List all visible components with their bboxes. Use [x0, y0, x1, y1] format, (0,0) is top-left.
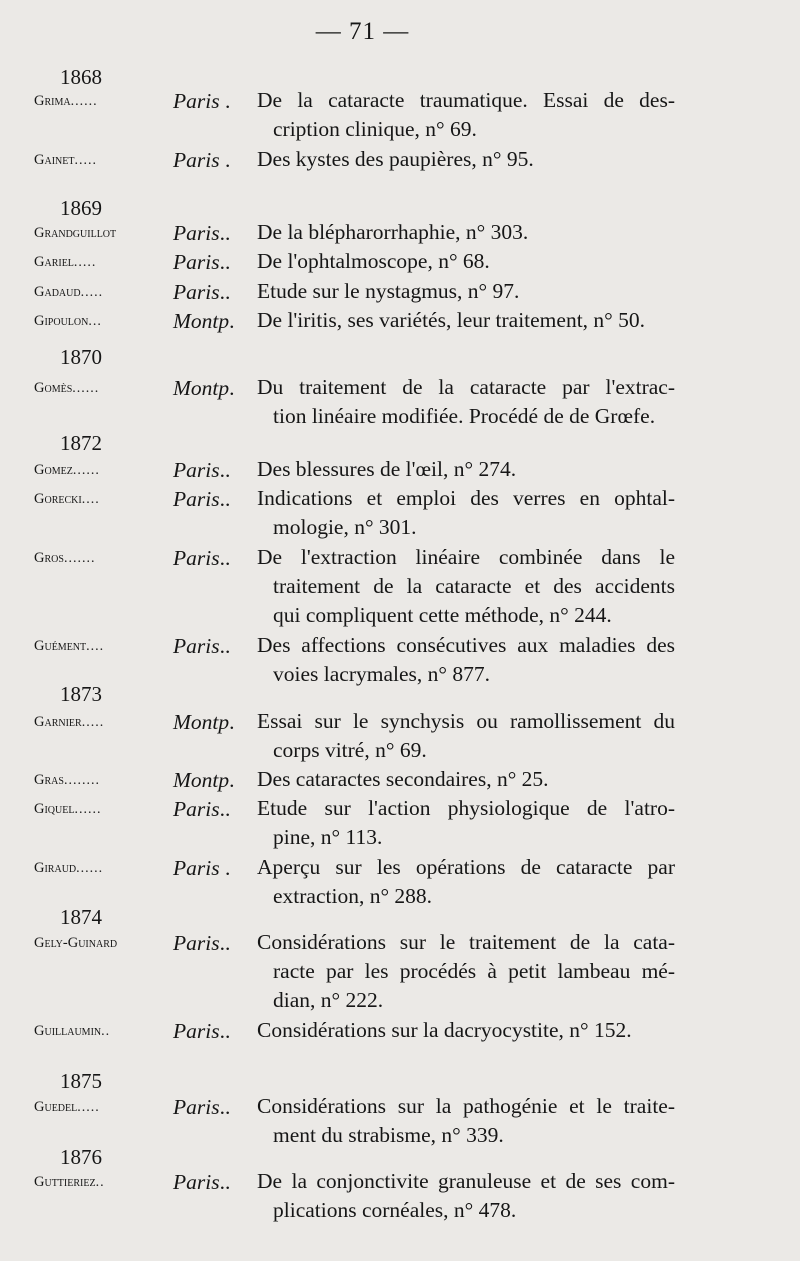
- city-name: Paris: [173, 931, 220, 955]
- description-line: traitement de la cataracte et des accidents: [273, 574, 675, 598]
- city-separator: ..: [219, 458, 231, 482]
- city-cell: [173, 455, 230, 485]
- description-line: tion linéaire modifiée. Procédé de de Grœfe.: [273, 404, 656, 428]
- description-line: cription clinique, n° 69.: [273, 117, 477, 141]
- author-name: Grandguillot: [34, 225, 117, 241]
- leader-dots: ....: [86, 639, 105, 654]
- city-name: Montp: [173, 376, 230, 400]
- thesis-entry: [28, 853, 688, 908]
- thesis-description: [257, 86, 675, 144]
- leader-dots: ......: [76, 861, 104, 876]
- leader-dots: .....: [81, 715, 105, 730]
- description-line: Etude sur l'action physiologique de l'atro-: [257, 796, 675, 820]
- description-line: Des affections consécutives aux maladies des: [257, 633, 675, 657]
- city-separator: ..: [219, 1170, 231, 1194]
- leader-dots: .......: [63, 551, 96, 566]
- thesis-description: [257, 853, 675, 911]
- leader-dots: .....: [80, 285, 104, 300]
- city-name: Paris: [173, 797, 220, 821]
- description-line: De l'iritis, ses variétés, leur traitement, n° 50.: [257, 308, 646, 332]
- year-heading: 1868: [60, 65, 102, 89]
- leader-dots: ...: [88, 314, 102, 329]
- author-cell: [34, 546, 95, 571]
- author-cell: [34, 1019, 110, 1044]
- author-name: Gomez: [34, 462, 73, 478]
- thesis-entry: [28, 373, 688, 428]
- city-cell: [173, 1092, 230, 1122]
- leader-dots: ......: [72, 381, 100, 396]
- description-line: dian, n° 222.: [273, 988, 384, 1012]
- description-line: De la conjonctivite granuleuse et de ses com-: [257, 1169, 675, 1193]
- leader-dots: .....: [77, 1100, 100, 1115]
- thesis-entry: [28, 247, 688, 277]
- thesis-entry: [28, 1016, 688, 1046]
- city-cell: [173, 218, 230, 248]
- author-name: Gipoulon: [34, 313, 89, 329]
- description-line: De la cataracte traumatique. Essai de des-: [257, 88, 675, 112]
- thesis-description: [257, 928, 675, 1015]
- thesis-description: [257, 455, 675, 484]
- thesis-description: [257, 707, 675, 765]
- city-cell: [173, 373, 235, 403]
- author-name: Gras: [34, 772, 64, 788]
- city-separator: .: [219, 89, 231, 113]
- description-line: voies lacrymales, n° 877.: [273, 662, 490, 686]
- city-name: Paris: [173, 148, 220, 172]
- city-separator: ..: [219, 250, 231, 274]
- description-line: qui compliquent cette méthode, n° 244.: [273, 603, 612, 627]
- city-name: Paris: [173, 250, 220, 274]
- thesis-description: [257, 484, 675, 542]
- thesis-entry: [28, 1167, 688, 1222]
- city-cell: [173, 484, 230, 514]
- author-name: Guillaumin: [34, 1023, 102, 1039]
- city-name: Paris: [173, 89, 220, 113]
- thesis-description: [257, 247, 675, 276]
- city-cell: [173, 247, 230, 277]
- city-separator: .: [229, 768, 235, 792]
- description-line: Considérations sur le traitement de la cata-: [257, 930, 675, 954]
- city-cell: [173, 277, 230, 307]
- author-cell: [34, 458, 100, 483]
- thesis-description: [257, 145, 675, 174]
- thesis-entry: [28, 631, 688, 686]
- year-heading: 1872: [60, 431, 102, 455]
- author-cell: [34, 487, 100, 512]
- city-separator: ..: [219, 1095, 231, 1119]
- city-separator: ..: [219, 634, 231, 658]
- city-separator: ..: [219, 931, 231, 955]
- city-separator: .: [229, 376, 235, 400]
- city-cell: [173, 543, 230, 573]
- city-name: Paris: [173, 1170, 220, 1194]
- city-cell: [173, 306, 235, 336]
- city-name: Montp: [173, 710, 230, 734]
- thesis-description: [257, 1016, 675, 1045]
- author-cell: [34, 250, 96, 275]
- year-heading: 1876: [60, 1145, 102, 1169]
- description-line: Des blessures de l'œil, n° 274.: [257, 457, 517, 481]
- thesis-description: [257, 218, 675, 247]
- thesis-entry: [28, 86, 688, 141]
- description-line: De l'extraction linéaire combinée dans le: [257, 545, 675, 569]
- thesis-description: [257, 794, 675, 852]
- year-heading: 1870: [60, 345, 102, 369]
- author-name: Grima: [34, 93, 71, 109]
- thesis-description: [257, 373, 675, 431]
- thesis-entry: [28, 794, 688, 849]
- thesis-entry: [28, 306, 688, 336]
- year-heading: 1875: [60, 1069, 102, 1093]
- description-line: Indications et emploi des verres en ophtal-: [257, 486, 675, 510]
- author-name: Guedel: [34, 1099, 78, 1115]
- author-cell: [34, 1095, 100, 1120]
- author-cell: [34, 634, 104, 659]
- city-name: Paris: [173, 221, 220, 245]
- description-line: Aperçu sur les opérations de cataracte par: [257, 855, 675, 879]
- author-name: Guément: [34, 638, 87, 654]
- author-cell: [34, 148, 97, 173]
- author-name: Gely-Guinard: [34, 935, 118, 951]
- city-cell: [173, 1016, 230, 1046]
- city-separator: .: [219, 148, 231, 172]
- author-name: Gariel: [34, 254, 74, 270]
- thesis-description: [257, 277, 675, 306]
- city-separator: .: [229, 710, 235, 734]
- description-line: corps vitré, n° 69.: [273, 738, 427, 762]
- thesis-entry: [28, 484, 688, 539]
- city-separator: ..: [219, 487, 231, 511]
- description-line: racte par les procédés à petit lambeau mé-: [273, 959, 675, 983]
- city-name: Montp: [173, 768, 230, 792]
- thesis-entry: [28, 145, 688, 175]
- description-line: pine, n° 113.: [273, 825, 383, 849]
- city-cell: [173, 707, 235, 737]
- city-cell: [173, 1167, 230, 1197]
- author-cell: [34, 221, 116, 246]
- author-cell: [34, 89, 98, 114]
- leader-dots: ......: [72, 463, 100, 478]
- city-cell: [173, 145, 230, 175]
- city-name: Paris: [173, 487, 220, 511]
- city-cell: [173, 86, 230, 116]
- city-separator: ..: [219, 280, 231, 304]
- leader-dots: ....: [81, 492, 100, 507]
- description-line: Du traitement de la cataracte par l'extrac-: [257, 375, 675, 399]
- page-number: — 71 —: [315, 18, 410, 45]
- city-name: Paris: [173, 458, 220, 482]
- leader-dots: ......: [70, 94, 98, 109]
- thesis-entry: [28, 928, 688, 1012]
- description-line: mologie, n° 301.: [273, 515, 417, 539]
- author-name: Gorecki: [34, 491, 82, 507]
- description-line: plications cornéales, n° 478.: [273, 1198, 517, 1222]
- author-cell: [34, 1170, 105, 1195]
- year-heading: 1873: [60, 682, 102, 706]
- thesis-entry: [28, 455, 688, 485]
- city-name: Paris: [173, 1019, 220, 1043]
- city-separator: ..: [219, 797, 231, 821]
- leader-dots: ..: [101, 1024, 111, 1039]
- year-heading: 1874: [60, 905, 102, 929]
- author-name: Gomès: [34, 380, 73, 396]
- leader-dots: ........: [63, 773, 100, 788]
- city-cell: [173, 853, 230, 883]
- author-cell: [34, 931, 117, 956]
- description-line: ment du strabisme, n° 339.: [273, 1123, 504, 1147]
- description-line: De l'ophtalmoscope, n° 68.: [257, 249, 490, 273]
- author-cell: [34, 797, 101, 822]
- leader-dots: .....: [74, 153, 97, 168]
- leader-dots: ..: [95, 1175, 105, 1190]
- city-name: Paris: [173, 546, 220, 570]
- thesis-entry: [28, 1092, 688, 1147]
- thesis-entry: [28, 218, 688, 248]
- thesis-description: [257, 543, 675, 630]
- leader-dots: .....: [73, 255, 97, 270]
- city-name: Paris: [173, 1095, 220, 1119]
- thesis-entry: [28, 707, 688, 762]
- city-separator: .: [219, 856, 231, 880]
- description-line: Des kystes des paupières, n° 95.: [257, 147, 534, 171]
- author-cell: [34, 280, 103, 305]
- author-name: Giraud: [34, 860, 77, 876]
- thesis-description: [257, 631, 675, 689]
- thesis-entry: [28, 277, 688, 307]
- description-line: De la blépharorrhaphie, n° 303.: [257, 220, 529, 244]
- author-cell: [34, 710, 104, 735]
- author-cell: [34, 768, 100, 793]
- description-line: Considérations sur la dacryocystite, n° 152.: [257, 1018, 632, 1042]
- city-name: Paris: [173, 634, 220, 658]
- author-cell: [34, 376, 99, 401]
- city-separator: ..: [219, 546, 231, 570]
- city-cell: [173, 928, 230, 958]
- city-cell: [173, 765, 235, 795]
- city-name: Paris: [173, 856, 220, 880]
- description-line: Etude sur le nystagmus, n° 97.: [257, 279, 520, 303]
- author-name: Gainet: [34, 152, 75, 168]
- city-separator: ..: [219, 1019, 231, 1043]
- city-cell: [173, 631, 230, 661]
- city-name: Montp: [173, 309, 230, 333]
- description-line: Essai sur le synchysis ou ramollissement du: [257, 709, 675, 733]
- author-name: Guttieriez: [34, 1174, 96, 1190]
- thesis-description: [257, 765, 675, 794]
- city-separator: ..: [219, 221, 231, 245]
- thesis-entry: [28, 543, 688, 627]
- description-line: Considérations sur la pathogénie et le traite-: [257, 1094, 675, 1118]
- author-name: Gadaud: [34, 284, 81, 300]
- author-name: Gros: [34, 550, 64, 566]
- thesis-description: [257, 1092, 675, 1150]
- description-line: Des cataractes secondaires, n° 25.: [257, 767, 549, 791]
- thesis-description: [257, 1167, 675, 1225]
- author-name: Giquel: [34, 801, 75, 817]
- city-separator: .: [229, 309, 235, 333]
- thesis-entry: [28, 765, 688, 795]
- leader-dots: ......: [74, 802, 102, 817]
- description-line: extraction, n° 288.: [273, 884, 433, 908]
- city-name: Paris: [173, 280, 220, 304]
- year-heading: 1869: [60, 196, 102, 220]
- author-cell: [34, 309, 102, 334]
- author-name: Garnier: [34, 714, 82, 730]
- thesis-description: [257, 306, 675, 335]
- author-cell: [34, 856, 103, 881]
- city-cell: [173, 794, 230, 824]
